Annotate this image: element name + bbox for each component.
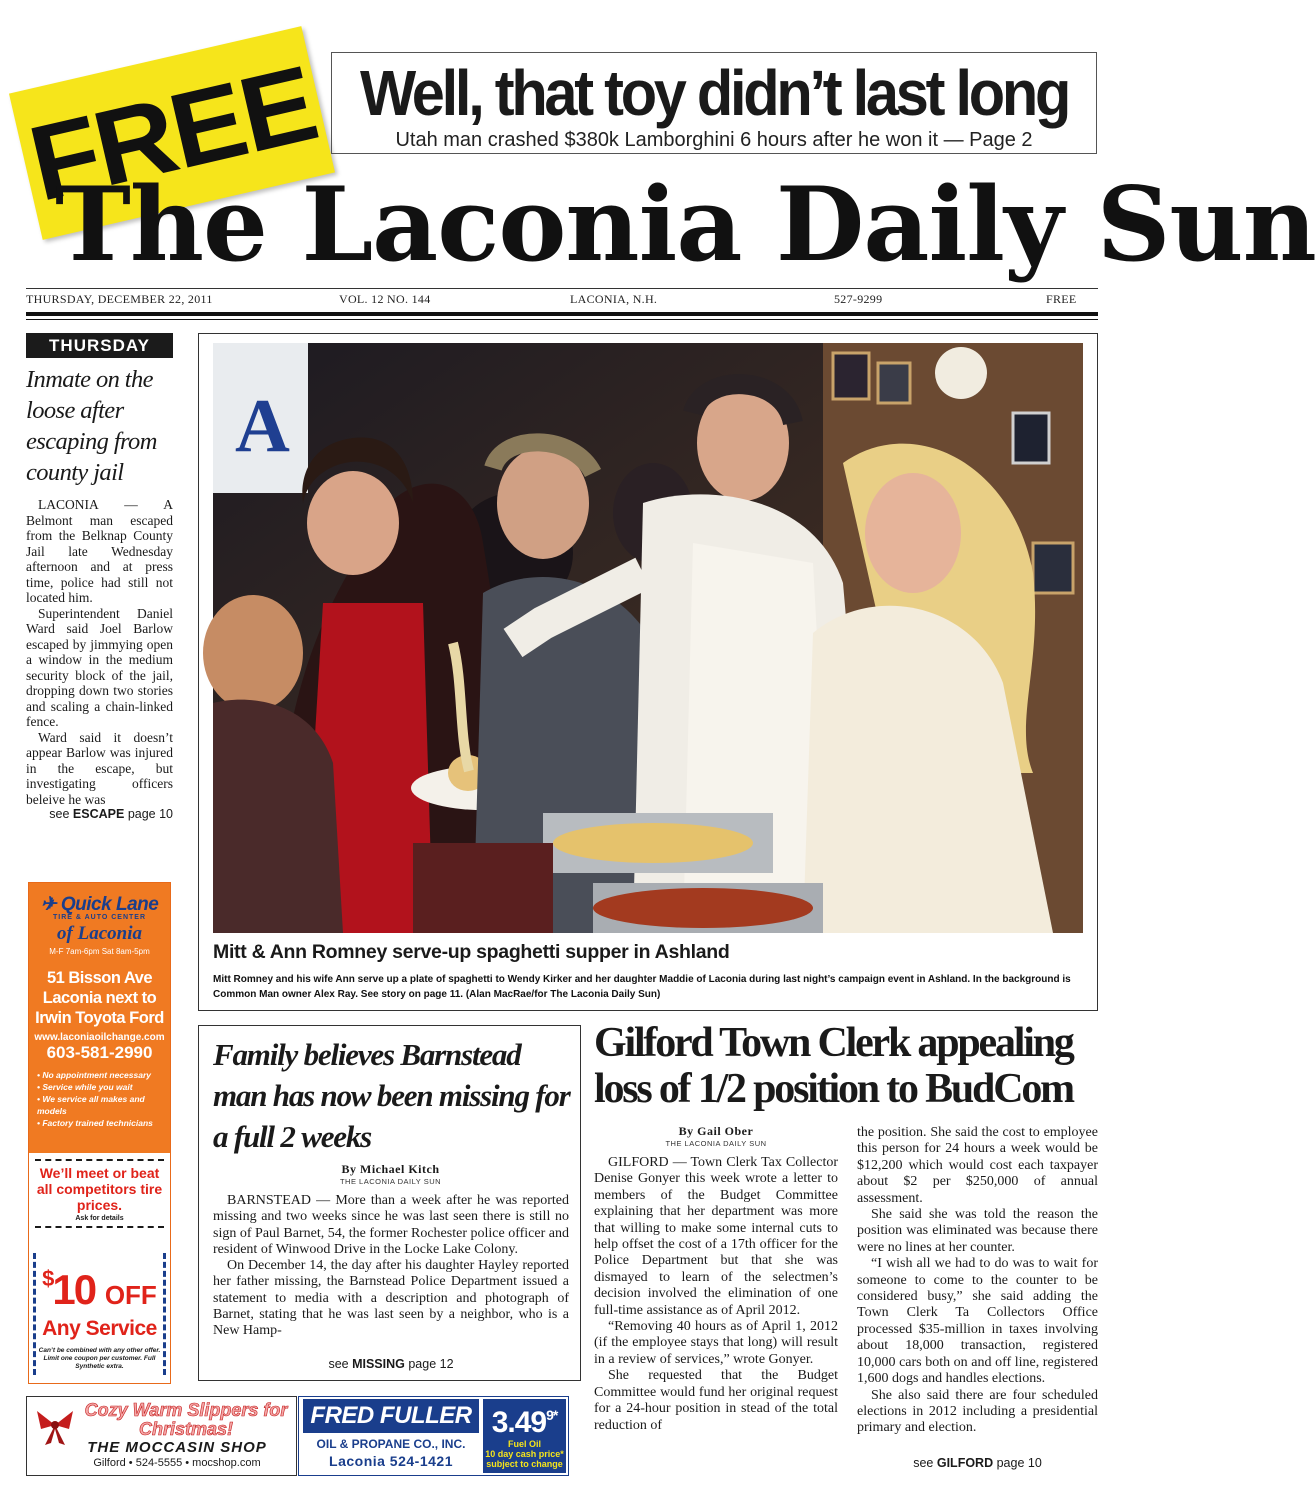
photo-box xyxy=(198,333,1098,1011)
fuller-price-sup: 9* xyxy=(546,1407,558,1423)
gilford-affiliation: THE LACONIA DAILY SUN xyxy=(665,1139,767,1148)
quick-lane-address: 51 Bisson Ave Laconia next to Irwin Toyota Ford xyxy=(35,969,164,1027)
barnstead-paragraph: BARNSTEAD — More than a week after he was reported missing and two weeks since he was last seen there is still no sign of Paul Barnet, 54, the former Rochester police officer and resident of Winwood Drive in the Locke Lake Colony. xyxy=(213,1193,569,1257)
barnstead-jump-link[interactable] xyxy=(213,1357,569,1371)
moccasin-shop-ad[interactable] xyxy=(26,1396,297,1476)
jump-suffix: page 10 xyxy=(996,1456,1042,1470)
quick-lane-hours: M-F 7am-6pm Sat 8am-5pm xyxy=(49,947,150,956)
jump-suffix: page 10 xyxy=(127,807,173,821)
quick-lane-ad[interactable] xyxy=(28,882,171,1384)
jump-word: ESCAPE xyxy=(72,807,125,821)
moccasin-contact: Gilford • 524-5555 • mocshop.com xyxy=(93,1457,261,1469)
masthead: The Laconia Daily Sun xyxy=(55,165,1316,285)
coupon-fine-print: Can’t be combined with any other offer. Limit one coupon per customer. Full Synthetic extra. xyxy=(38,1347,161,1370)
gilford-paragraph: “Removing 40 hours as of April 1, 2012 (if the employee stays that long) will result in a review of services,” wrote Gonyer. xyxy=(594,1319,838,1367)
inmate-story-body xyxy=(26,497,173,823)
gilford-column-1 xyxy=(594,1155,838,1434)
quick-lane-website[interactable]: www.laconiaoilchange.com xyxy=(34,1032,165,1043)
masthead-rule-thick xyxy=(26,312,1098,316)
jump-prefix: see xyxy=(328,1357,349,1371)
bullet-item: • Factory trained technicians xyxy=(37,1118,153,1128)
quick-lane-bullets xyxy=(29,1069,170,1129)
photo-illustration xyxy=(213,343,1083,933)
teaser-box[interactable] xyxy=(331,52,1097,154)
fuller-price-main: 3.49 xyxy=(491,1406,547,1439)
fuller-subtitle: OIL & PROPANE CO., INC. xyxy=(316,1437,466,1451)
brand-tagline: TIRE & AUTO CENTER xyxy=(52,914,147,921)
moccasin-slogan: Cozy Warm Slippers for Christmas! xyxy=(84,1400,288,1439)
brand-name: Quick Lane xyxy=(60,894,159,915)
coupon-price xyxy=(36,1257,163,1317)
sign-letter: A xyxy=(235,384,290,468)
fuller-label: Fuel Oil xyxy=(507,1439,541,1449)
gilford-paragraph: GILFORD — Town Clerk Tax Collector Denise Gonyer this week wrote a letter to members of the Budget Committee explaining that her department was more that willing to make some internal cuts to help offset the cost of a 17th officer for the Police Department but that she was dismayed to learn of the selectmen’s decision involved the elimination of one full-time assistance as of April 2012. xyxy=(594,1155,838,1318)
fuller-name: FRED FULLER xyxy=(303,1399,479,1433)
coupon-currency: $ xyxy=(42,1266,53,1291)
inmate-paragraph: Ward said it doesn’t appear Barlow was injured in the escape, but investigating officers beleive he was xyxy=(26,729,173,807)
masthead-rule-thin xyxy=(26,319,1098,320)
gilford-paragraph: She also said there are four scheduled elections in 2012 including a presidential primary and election. xyxy=(857,1387,1098,1436)
coupon-amount: 10 xyxy=(52,1266,96,1313)
inmate-paragraph: LACONIA — A Belmont man escaped from the Belknap County Jail late Wednesday afternoon and at press time, police had still not located him. xyxy=(26,497,173,605)
gilford-paragraph: She said she was told the reason the position was eliminated was because there were no lines at her counter. xyxy=(857,1207,1098,1255)
gilford-paragraph: “I wish all we had to do was to wait for someone to come to the counter to be considered busy,” she said adding the Town Clerk Ta Collectors Office processed $35-million in taxes involving about 18,000 transaction, registered 10,000 cars both on and off line, registered 1,600 dogs and handles elections. xyxy=(857,1256,1098,1387)
quick-lane-brand xyxy=(29,893,170,921)
day-label: THURSDAY xyxy=(26,333,173,358)
offer-text: We’ll meet or beat all competitors tire prices. xyxy=(36,1165,163,1213)
gilford-paragraph: the position. She said the cost to employee this person for 24 hours a week would be $12,200 which would cost each taxpayer about $2 per $250,000 of annual assessment. xyxy=(857,1125,1098,1206)
barnstead-body xyxy=(213,1193,569,1340)
barnstead-paragraph: On December 14, the day after his daughter Hayley reported her father missing, the Barnstead Police Department issued a statement to media with a description and photograph of Barnet, stating that he was last seen by a neighbor, who is a New Hamp- xyxy=(213,1258,569,1339)
jump-suffix: page 12 xyxy=(408,1357,454,1371)
barnstead-headline[interactable]: Family believes Barnstead man has now been missing for a full 2 weeks xyxy=(213,1037,570,1154)
teaser-headline: Well, that toy didn’t last long xyxy=(359,57,1069,129)
quick-lane-phone: 603-581-2990 xyxy=(46,1043,153,1062)
offer-ask: Ask for details xyxy=(75,1215,124,1222)
barnstead-affiliation: THE LACONIA DAILY SUN xyxy=(339,1177,442,1186)
wrench-icon: ✈ xyxy=(40,894,61,915)
barnstead-story xyxy=(198,1025,581,1381)
fuller-price xyxy=(483,1399,566,1439)
jump-prefix: see xyxy=(49,807,70,821)
gilford-jump-link[interactable] xyxy=(857,1456,1098,1470)
dateline xyxy=(26,288,1098,308)
dateline-volume: VOL. 12 NO. 144 xyxy=(339,292,431,306)
quick-lane-top xyxy=(29,883,170,1153)
coupon-off: OFF xyxy=(104,1280,157,1310)
bullet-item: • Service while you wait xyxy=(37,1082,133,1092)
jump-word: MISSING xyxy=(352,1357,405,1371)
barnstead-byline: By Michael Kitch xyxy=(341,1162,440,1176)
dateline-phone: 527-9299 xyxy=(834,292,883,306)
fuller-label: 10 day cash price* xyxy=(485,1449,564,1459)
dateline-date: THURSDAY, DECEMBER 22, 2011 xyxy=(26,292,213,306)
photo-headline[interactable]: Mitt & Ann Romney serve-up spaghetti supper in Ashland xyxy=(213,941,730,963)
inmate-headline[interactable]: Inmate on the loose after escaping from county jail xyxy=(26,366,157,486)
romney-photo[interactable] xyxy=(213,343,1083,933)
inmate-jump-link[interactable] xyxy=(26,807,173,823)
moccasin-shop-name: THE MOCCASIN SHOP xyxy=(87,1439,267,1456)
dateline-place: LACONIA, N.H. xyxy=(570,292,658,306)
inmate-paragraph: Superintendent Daniel Ward said Joel Barlow escaped by jimmying open a window in the medium security block of the jail, dropping down two stories and scaling a chain-linked fence. xyxy=(26,605,173,729)
jump-word: GILFORD xyxy=(936,1456,994,1470)
gilford-paragraph: She requested that the Budget Committee would fund her original request for a 24-hour position in stead of the total reduction of xyxy=(594,1368,838,1433)
coupon-service: Any Service xyxy=(42,1317,157,1340)
dateline-price: FREE xyxy=(1046,292,1077,306)
fuller-label: subject to change xyxy=(486,1459,563,1469)
teaser-subhead: Utah man crashed $380k Lamborghini 6 hours after he won it — Page 2 xyxy=(395,129,1033,151)
quick-lane-coupon[interactable] xyxy=(33,1253,166,1375)
free-sticker-text: FREE xyxy=(18,42,326,224)
gilford-headline[interactable]: Gilford Town Clerk appealing loss of 1/2 position to BudCom xyxy=(594,1020,1073,1112)
gilford-byline: By Gail Ober xyxy=(678,1124,754,1138)
fred-fuller-ad[interactable] xyxy=(298,1396,569,1476)
bullet-item: • We service all makes and models xyxy=(37,1094,145,1116)
fuller-city-phone: Laconia 524-1421 xyxy=(329,1453,453,1469)
gilford-column-2 xyxy=(857,1125,1098,1437)
jump-prefix: see xyxy=(913,1456,934,1470)
quick-lane-city: of Laconia xyxy=(57,923,142,944)
bullet-item: • No appointment necessary xyxy=(37,1070,151,1080)
fuller-price-box xyxy=(483,1399,566,1473)
quick-lane-offer xyxy=(35,1159,164,1228)
photo-caption: Mitt Romney and his wife Ann serve up a plate of spaghetti to Wendy Kirker and her daughter Maddie of Laconia during last night’s campaign event in Ashland. In the background is Common Man owner Alex Ray. See story on page 11. (Alan MacRae/for The Laconia Daily Sun) xyxy=(213,974,1071,1000)
